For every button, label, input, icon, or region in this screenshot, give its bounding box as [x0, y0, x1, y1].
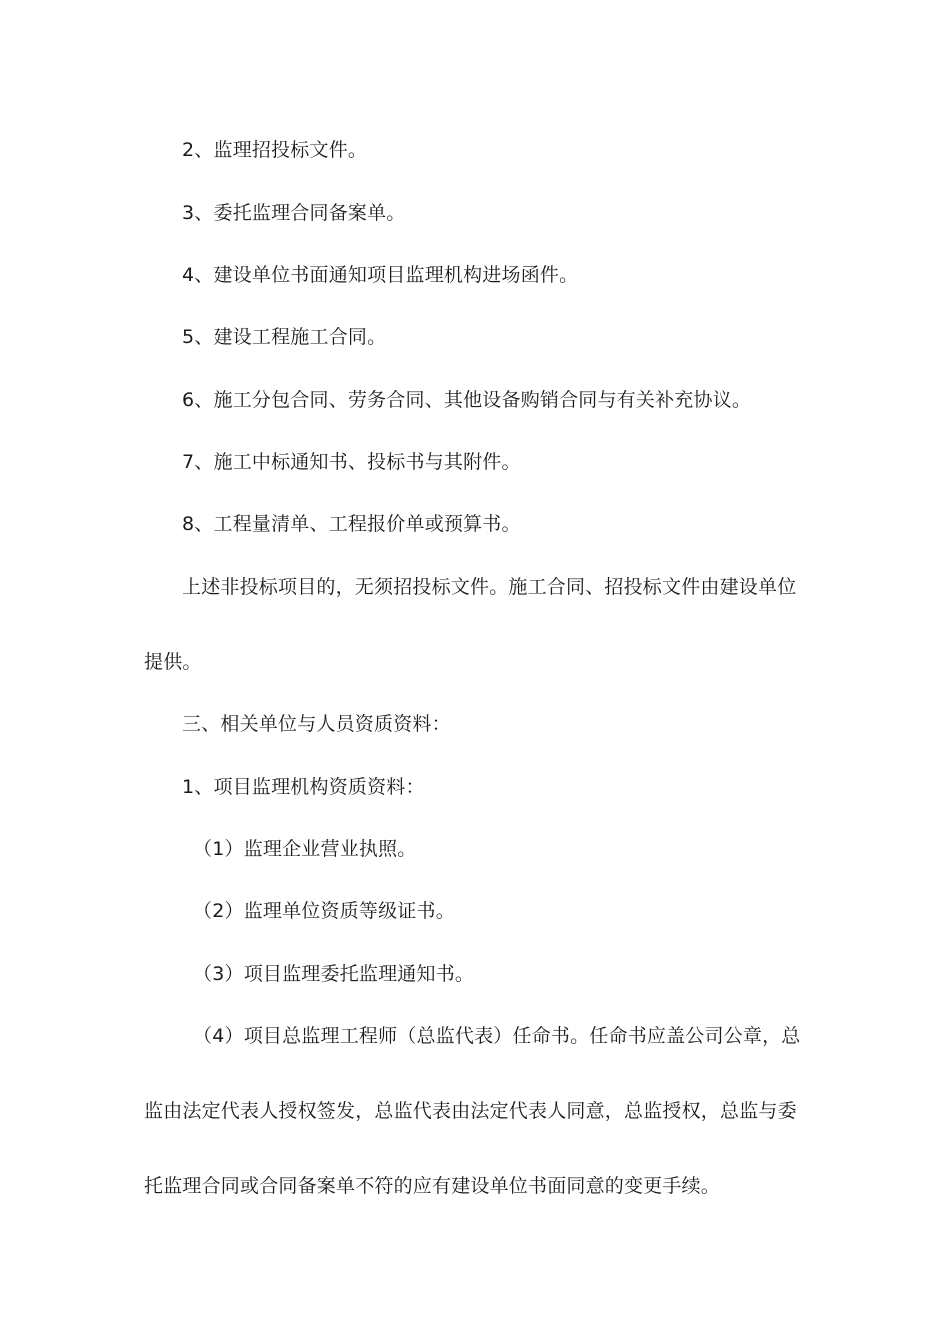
item-3-contract-filing: 3、委托监理合同备案单。 — [182, 202, 406, 224]
note-paragraph-line-1: 上述非投标项目的，无须招投标文件。施工合同、招投标文件由建设单位 — [182, 576, 797, 598]
sub-item-2-qualification: （2）监理单位资质等级证书。 — [193, 900, 455, 922]
item-8-bill-of-quantities: 8、工程量清单、工程报价单或预算书。 — [182, 513, 521, 535]
subsection-1-heading: 1、项目监理机构资质资料： — [182, 776, 425, 798]
sub-item-4-appointment-line-1: （4）项目总监理工程师（总监代表）任命书。任命书应盖公司公章，总 — [193, 1025, 801, 1047]
sub-item-3-notice: （3）项目监理委托监理通知书。 — [193, 963, 475, 985]
item-4-entry-notice: 4、建设单位书面通知项目监理机构进场函件。 — [182, 264, 579, 286]
item-2-tender-documents: 2、监理招投标文件。 — [182, 139, 368, 161]
section-3-heading: 三、相关单位与人员资质资料： — [182, 713, 451, 735]
item-5-construction-contract: 5、建设工程施工合同。 — [182, 326, 387, 348]
item-6-subcontracts: 6、施工分包合同、劳务合同、其他设备购销合同与有关补充协议。 — [182, 389, 752, 411]
item-7-bid-notice: 7、施工中标通知书、投标书与其附件。 — [182, 451, 521, 473]
sub-item-1-license: （1）监理企业营业执照。 — [193, 838, 417, 860]
sub-item-4-appointment-line-2: 监由法定代表人授权签发，总监代表由法定代表人同意，总监授权，总监与委 — [144, 1100, 797, 1122]
sub-item-4-appointment-line-3: 托监理合同或合同备案单不符的应有建设单位书面同意的变更手续。 — [144, 1175, 721, 1197]
note-paragraph-line-2: 提供。 — [144, 651, 202, 673]
